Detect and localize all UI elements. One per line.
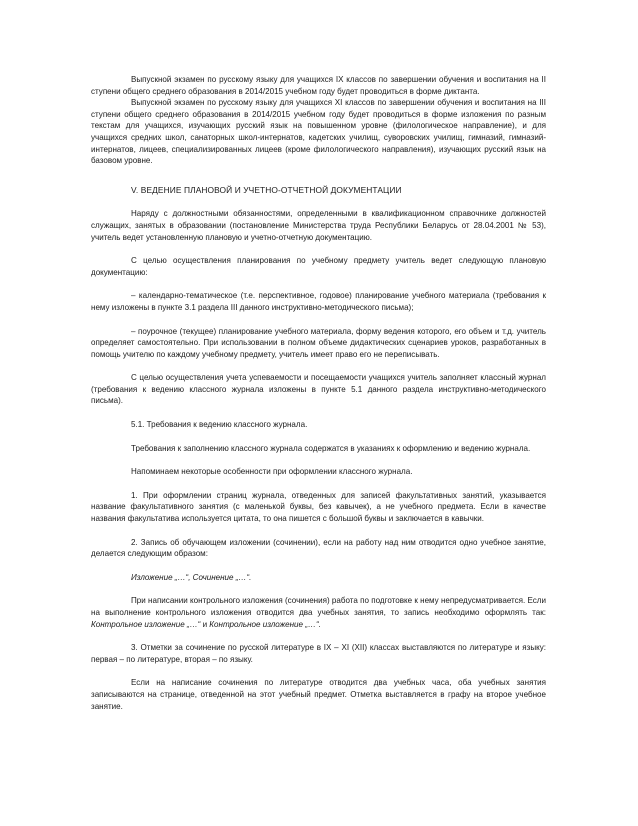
section-heading: V. ВЕДЕНИЕ ПЛАНОВОЙ И УЧЕТНО-ОТЧЕТНОЙ ДОКУМЕНТАЦИИ — [131, 184, 402, 195]
exam-grade9-paragraph: Выпускной экзамен по русскому языку для учащихся IX классов по завершении обучения и воспитания на II ступени общего среднего образования в 2014/2015 учебном году будет проводиться в форме диктанта. — [91, 75, 546, 96]
literature-essay-hours-paragraph: Если на написание сочинения по литературе отводится два учебных часа, оба учебных занятия записываются на странице, отведенной на этот учебный предмет. Отметка выставляется в графу на второе учебное занятие. — [91, 678, 546, 711]
elective-pages-paragraph: 1. При оформлении страниц журнала, отведенных для записей факультативных занятий, указывается название факультативного занятия (с маленькой буквы, без кавычек), а не учебного предмета. Если в качестве названия факультатива используется цитата, то она пишется с большой буквы и заключается в кавычки. — [91, 490, 546, 524]
lesson-planning-item: – поурочное (текущее) планирование учебного материала, форму ведения которого, его объем и т.д. учитель определяет самостоятельно. При использовании в полном объеме дидактических сценариев уроков, разработанных в помощь учителю по каждому учебному предмету, учитель имеет право его не переписывать. — [91, 326, 546, 359]
calendar-planning-item: – календарно-тематическое (т.е. перспективное, годовое) планирование учебного материала (требования к нему изложены в пункте 3.1 раздела III данного инструктивно-методического письма); — [91, 291, 546, 312]
planning-docs-paragraph: С целью осуществления планирования по учебному предмету учитель ведет следующую плановую документацию: — [91, 256, 546, 277]
control-essay-example-1: Контрольное изложение „…“ — [91, 619, 201, 629]
essay-record-example: Изложение „…“, Сочинение „…“. — [131, 572, 252, 582]
essay-record-paragraph: 2. Запись об обучающем изложении (сочинении), если на работу над ним отводится одно учебное занятие, делается следующим образом: — [91, 537, 546, 559]
control-essay-conjunction: и — [200, 619, 210, 629]
exam-grade11-paragraph: Выпускной экзамен по русскому языку для учащихся XI классов по завершении обучения и воспитания на III ступени общего среднего образования в 2014/2015 учебном году будет проводиться в форме изложения по разным текстам для учащихся, изучающих русский язык на повышенном уровне (филологическое направление), и для учащихся средних школ, санаторных школ-интернатов, кадетских училищ, суворовских училищ, гимназий, гимназий-интернатов, лицеев, специализированных лицеев (кроме филологического направления), изучающих русский язык на базовом уровне. — [91, 98, 546, 166]
subsection-heading: 5.1. Требования к ведению классного журнала. — [131, 420, 308, 430]
control-essay-text: При написании контрольного изложения (сочинения) работа по подготовке к нему непредусматривается. Если на выполнение контрольного изложения отводится два учебных занятия, то запись необходимо оформлять так: — [91, 596, 546, 617]
journal-requirements-paragraph: Требования к заполнению классного журнала содержатся в указаниях к оформлению и ведению журнала. — [131, 443, 531, 453]
control-essay-paragraph — [91, 595, 546, 630]
literature-grades-paragraph: 3. Отметки за сочинение по русской литературе в IX – XI (XII) классах выставляются по литературе и языку: первая – по литературе, вторая – по языку. — [91, 643, 546, 664]
teacher-duties-paragraph: Наряду с должностными обязанностями, определенными в квалификационном справочнике должностей служащих, занятых в образовании (постановление Министерства труда Республики Беларусь от 28.04.2001 № 53), учитель ведет установленную плановую и учетно-отчетную документацию. — [91, 209, 546, 242]
document-page — [91, 74, 546, 712]
class-journal-paragraph: С целью осуществления учета успеваемости и посещаемости учащихся учитель заполняет классный журнал (требования к ведению классного журнала изложены в пункте 5.1 данного раздела инструктивно-методического письма). — [91, 373, 546, 406]
journal-features-paragraph: Напоминаем некоторые особенности при оформлении классного журнала. — [131, 467, 413, 477]
control-essay-example-2: Контрольное изложение „…“. — [209, 619, 321, 629]
